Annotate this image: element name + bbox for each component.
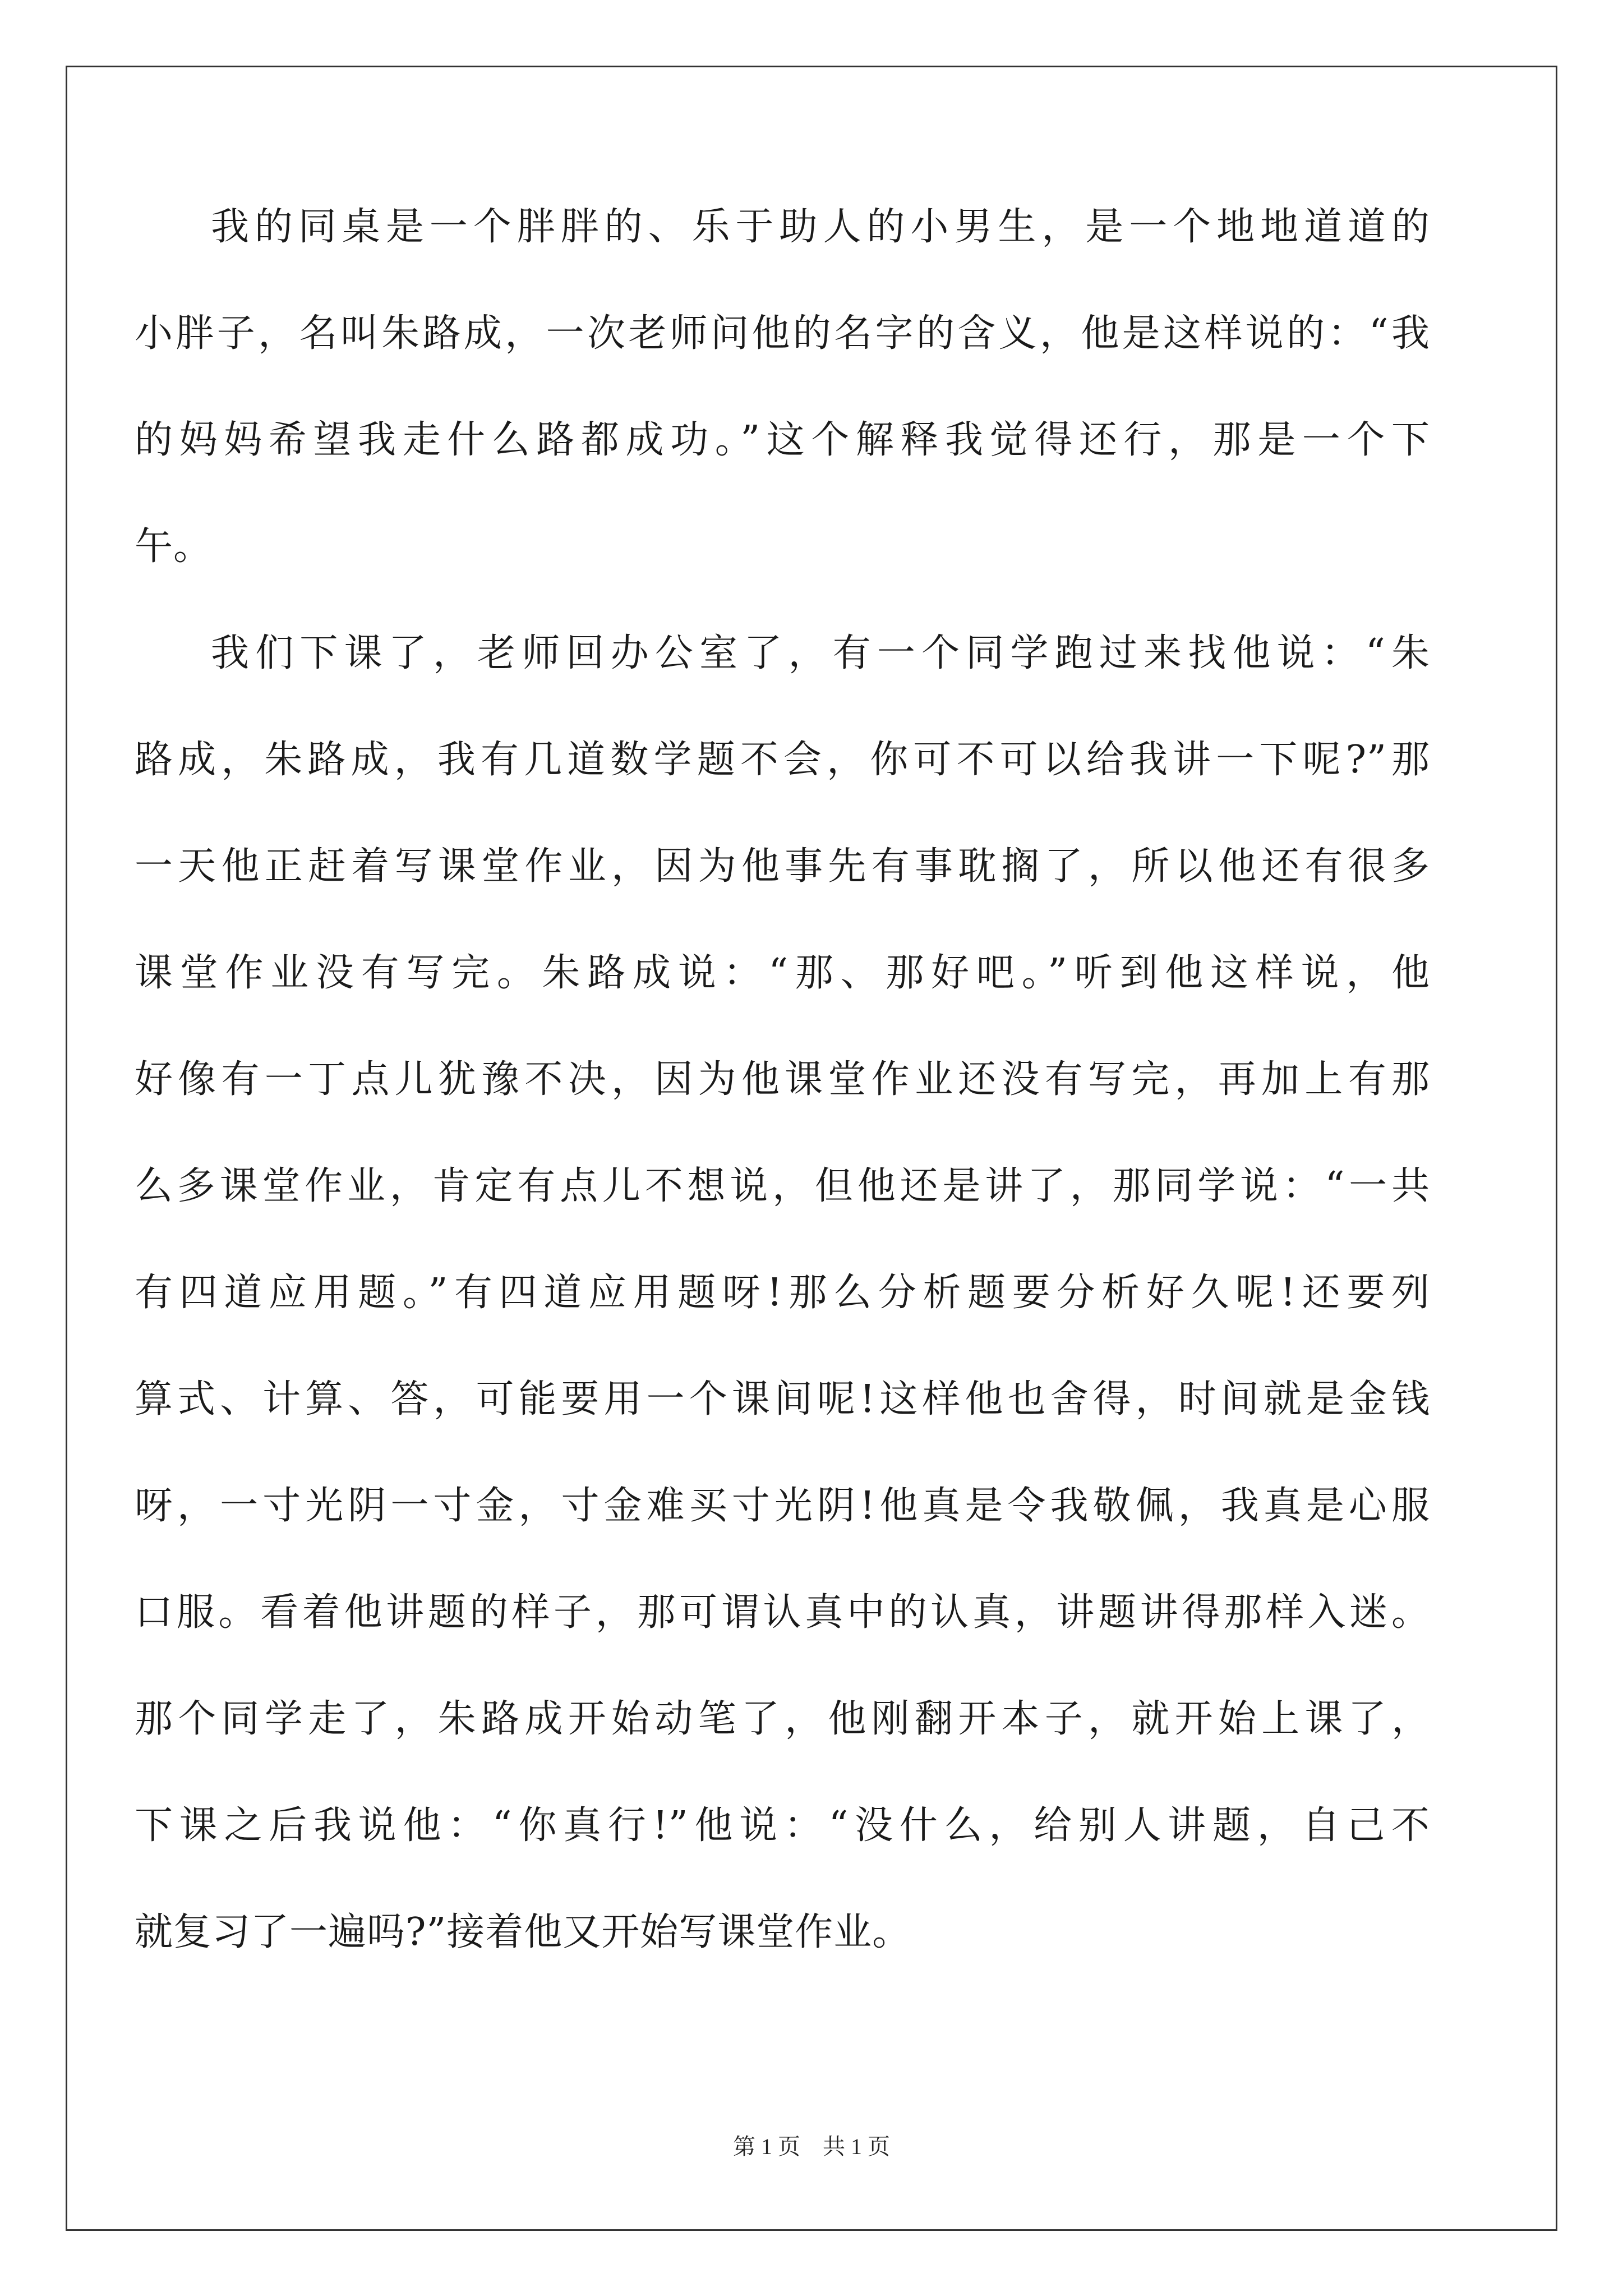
paragraph-2-line-10: 口服。看着他讲题的样子，那可谓认真中的认真，讲题讲得那样入迷。	[135, 1590, 1430, 1635]
paragraph-2-line-2: 路成，朱路成，我有几道数学题不会，你可不可以给我讲一下呢?”那	[135, 738, 1430, 782]
document-body	[135, 174, 1430, 1986]
paragraph-1-line-4: 午。	[135, 524, 213, 569]
page-number-footer: 第 1 页 共 1 页	[733, 2134, 890, 2159]
paragraph-2-line-4: 课堂作业没有写完。朱路成说：“那、那好吧。”听到他这样说，他	[135, 951, 1430, 995]
paragraph-2-line-12: 下课之后我说他：“你真行!”他说：“没什么，给别人讲题，自己不	[135, 1803, 1430, 1848]
paragraph-2-line-3: 一天他正赶着写课堂作业，因为他事先有事耽搁了，所以他还有很多	[135, 844, 1430, 889]
paragraph-2-line-13: 就复习了一遍吗?”接着他又开始写课堂作业。	[135, 1910, 911, 1954]
paragraph-1-line-3: 的妈妈希望我走什么路都成功。”这个解释我觉得还行，那是一个下	[135, 418, 1430, 462]
paragraph-2-line-1: 我们下课了，老师回办公室了，有一个同学跑过来找他说：“朱	[211, 631, 1430, 675]
paragraph-1-line-1: 我的同桌是一个胖胖的、乐于助人的小男生，是一个地地道道的	[211, 205, 1430, 249]
paragraph-2-line-8: 算式、计算、答，可能要用一个课间呢!这样他也舍得，时间就是金钱	[135, 1377, 1430, 1421]
paragraph-2-line-11: 那个同学走了，朱路成开始动笔了，他刚翻开本子，就开始上课了，	[135, 1697, 1430, 1741]
paragraph-2-line-5: 好像有一丁点儿犹豫不决，因为他课堂作业还没有写完，再加上有那	[135, 1057, 1430, 1102]
paragraph-2-line-7: 有四道应用题。”有四道应用题呀!那么分析题要分析好久呢!还要列	[135, 1271, 1430, 1315]
paragraph-1-line-2: 小胖子，名叫朱路成，一次老师问他的名字的含义，他是这样说的：“我	[135, 311, 1430, 356]
paragraph-2-line-6: 么多课堂作业，肯定有点儿不想说，但他还是讲了，那同学说：“一共	[135, 1164, 1430, 1208]
paragraph-2-line-9: 呀，一寸光阴一寸金，寸金难买寸光阴!他真是令我敬佩，我真是心服	[135, 1484, 1430, 1528]
